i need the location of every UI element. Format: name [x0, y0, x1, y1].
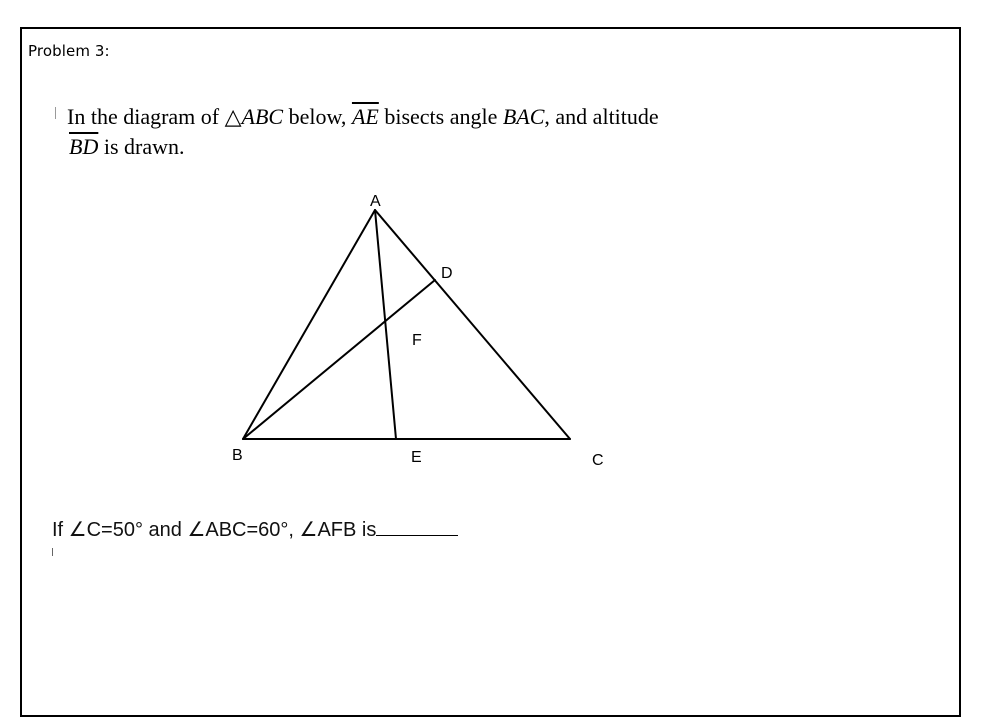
problem-statement: [67, 102, 827, 162]
statement-text: In the diagram of: [67, 104, 225, 129]
answer-blank[interactable]: [376, 517, 458, 536]
statement-text: , and altitude: [544, 104, 659, 129]
triangle-figure: [222, 189, 642, 509]
angle-name: BAC: [502, 104, 545, 129]
label-e: E: [411, 449, 422, 466]
text-cursor-mark: [52, 548, 53, 556]
triangle-lines: [243, 210, 570, 439]
triangle-symbol: △: [224, 104, 242, 129]
statement-text: bisects angle: [378, 104, 503, 129]
text-cursor-mark: [55, 107, 56, 119]
segment-bd: $\overline{BD}$: [69, 134, 99, 159]
triangle-name: ABC: [241, 104, 284, 129]
label-c: C: [592, 452, 604, 469]
label-f: F: [412, 332, 422, 349]
statement-line-2: [67, 132, 827, 162]
statement-text: below,: [283, 104, 352, 129]
question-text: If ∠C=50° and ∠ABC=60°, ∠AFB is: [52, 519, 377, 541]
statement-line-1: [67, 102, 827, 132]
altitude-bd: [243, 280, 435, 439]
question-prompt: [52, 517, 458, 542]
label-b: B: [232, 447, 243, 464]
label-d: D: [441, 265, 453, 282]
triangle-diagram: [222, 189, 642, 509]
side-ac: [375, 210, 570, 439]
problem-card: [20, 27, 961, 717]
problem-title: Problem 3:: [28, 42, 110, 60]
label-a: A: [370, 193, 381, 210]
bisector-ae: [375, 210, 396, 439]
side-ab: [243, 210, 375, 439]
segment-ae: $\overline{AE}$: [351, 104, 379, 129]
statement-text: is drawn.: [98, 134, 185, 159]
